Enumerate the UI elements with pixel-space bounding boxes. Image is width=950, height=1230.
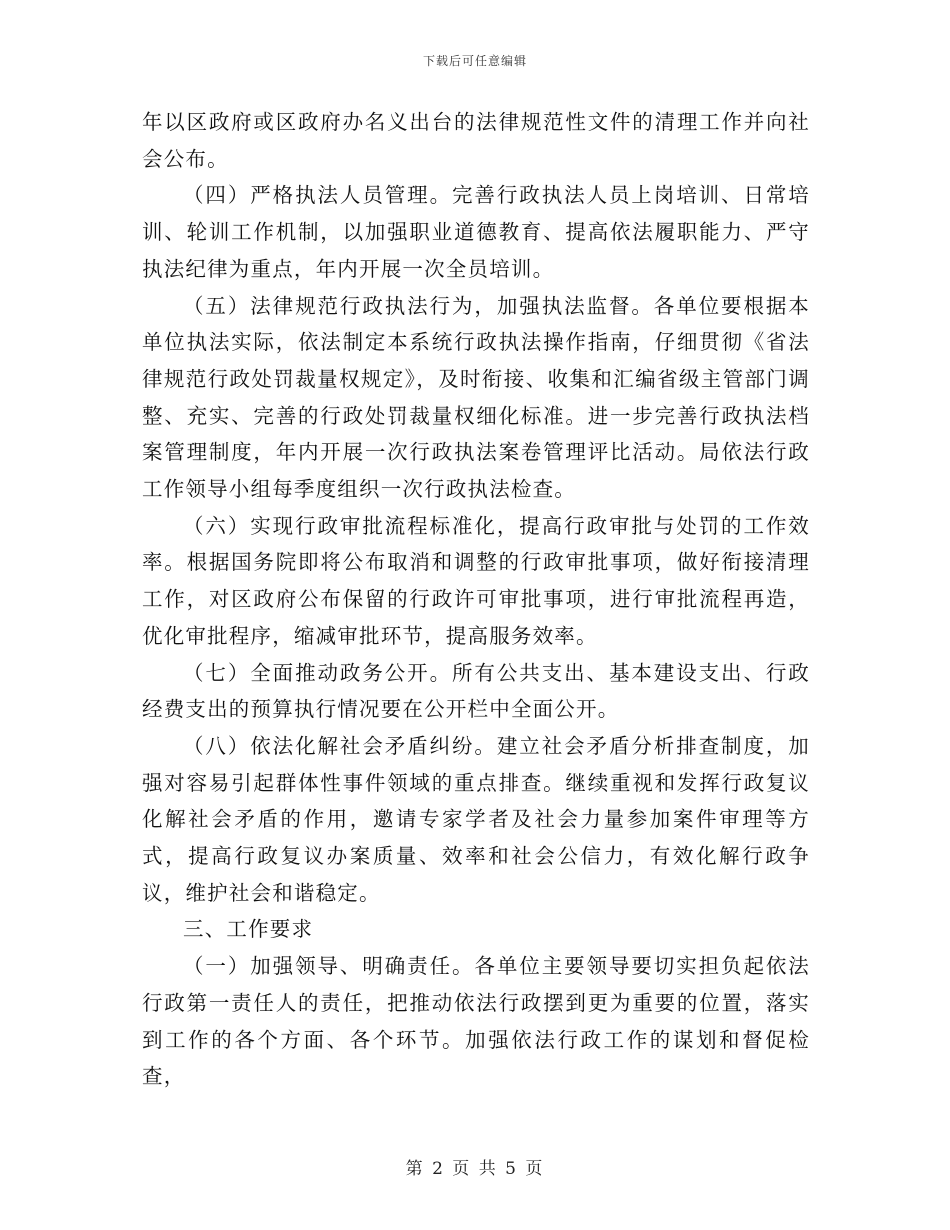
document-body <box>142 104 810 1095</box>
paragraph-item-7: （七）全面推动政务公开。所有公共支出、基本建设支出、行政经费支出的预算执行情况要在公开栏中全面公开。 <box>142 660 810 722</box>
paragraph-item-6: （六）实现行政审批流程标准化，提高行政审批与处罚的工作效率。根据国务院即将公布取消和调整的行政审批事项，做好衔接清理工作，对区政府公布保留的行政许可审批事项，进行审批流程再造，优化审批程序，缩减审批环节，提高服务效率。 <box>142 513 810 648</box>
paragraph-item-8: （八）依法化解社会矛盾纠纷。建立社会矛盾分析排查制度，加强对容易引起群体性事件领域的重点排查。继续重视和发挥行政复议化解社会矛盾的作用，邀请专家学者及社会力量参加案件审理等方式，提高行政复议办案质量、效率和社会公信力，有效化解行政争议，维护社会和谐稳定。 <box>142 733 810 905</box>
page-number: 第 2 页 共 5 页 <box>405 1159 545 1179</box>
paragraph-continuation: 年以区政府或区政府办名义出台的法律规范性文件的清理工作并向社会公布。 <box>142 110 810 171</box>
paragraph-item-5: （五）法律规范行政执法行为，加强执法监督。各单位要根据本单位执法实际，依法制定本系统行政执法操作指南，仔细贯彻《省法律规范行政处罚裁量权规定》，及时衔接、收集和汇编省级主管部门调整、充实、完善的行政处罚裁量权细化标准。进一步完善行政执法档案管理制度，年内开展一次行政执法案卷管理评比活动。局依法行政工作领导小组每季度组织一次行政执法检查。 <box>142 293 810 502</box>
page-header: 下载后可任意编辑 <box>422 54 527 68</box>
paragraph-requirement-1: （一）加强领导、明确责任。各单位主要领导要切实担负起依法行政第一责任人的责任，把推动依法行政摆到更为重要的位置，落实到工作的各个方面、各个环节。加强依法行政工作的谋划和督促检查， <box>142 954 810 1089</box>
section-heading-work-requirements: 三、工作要求 <box>183 917 314 942</box>
paragraph-item-4: （四）严格执法人员管理。完善行政执法人员上岗培训、日常培训、轮训工作机制，以加强职业道德教育、提高依法履职能力、严守执法纪律为重点，年内开展一次全员培训。 <box>142 183 810 281</box>
